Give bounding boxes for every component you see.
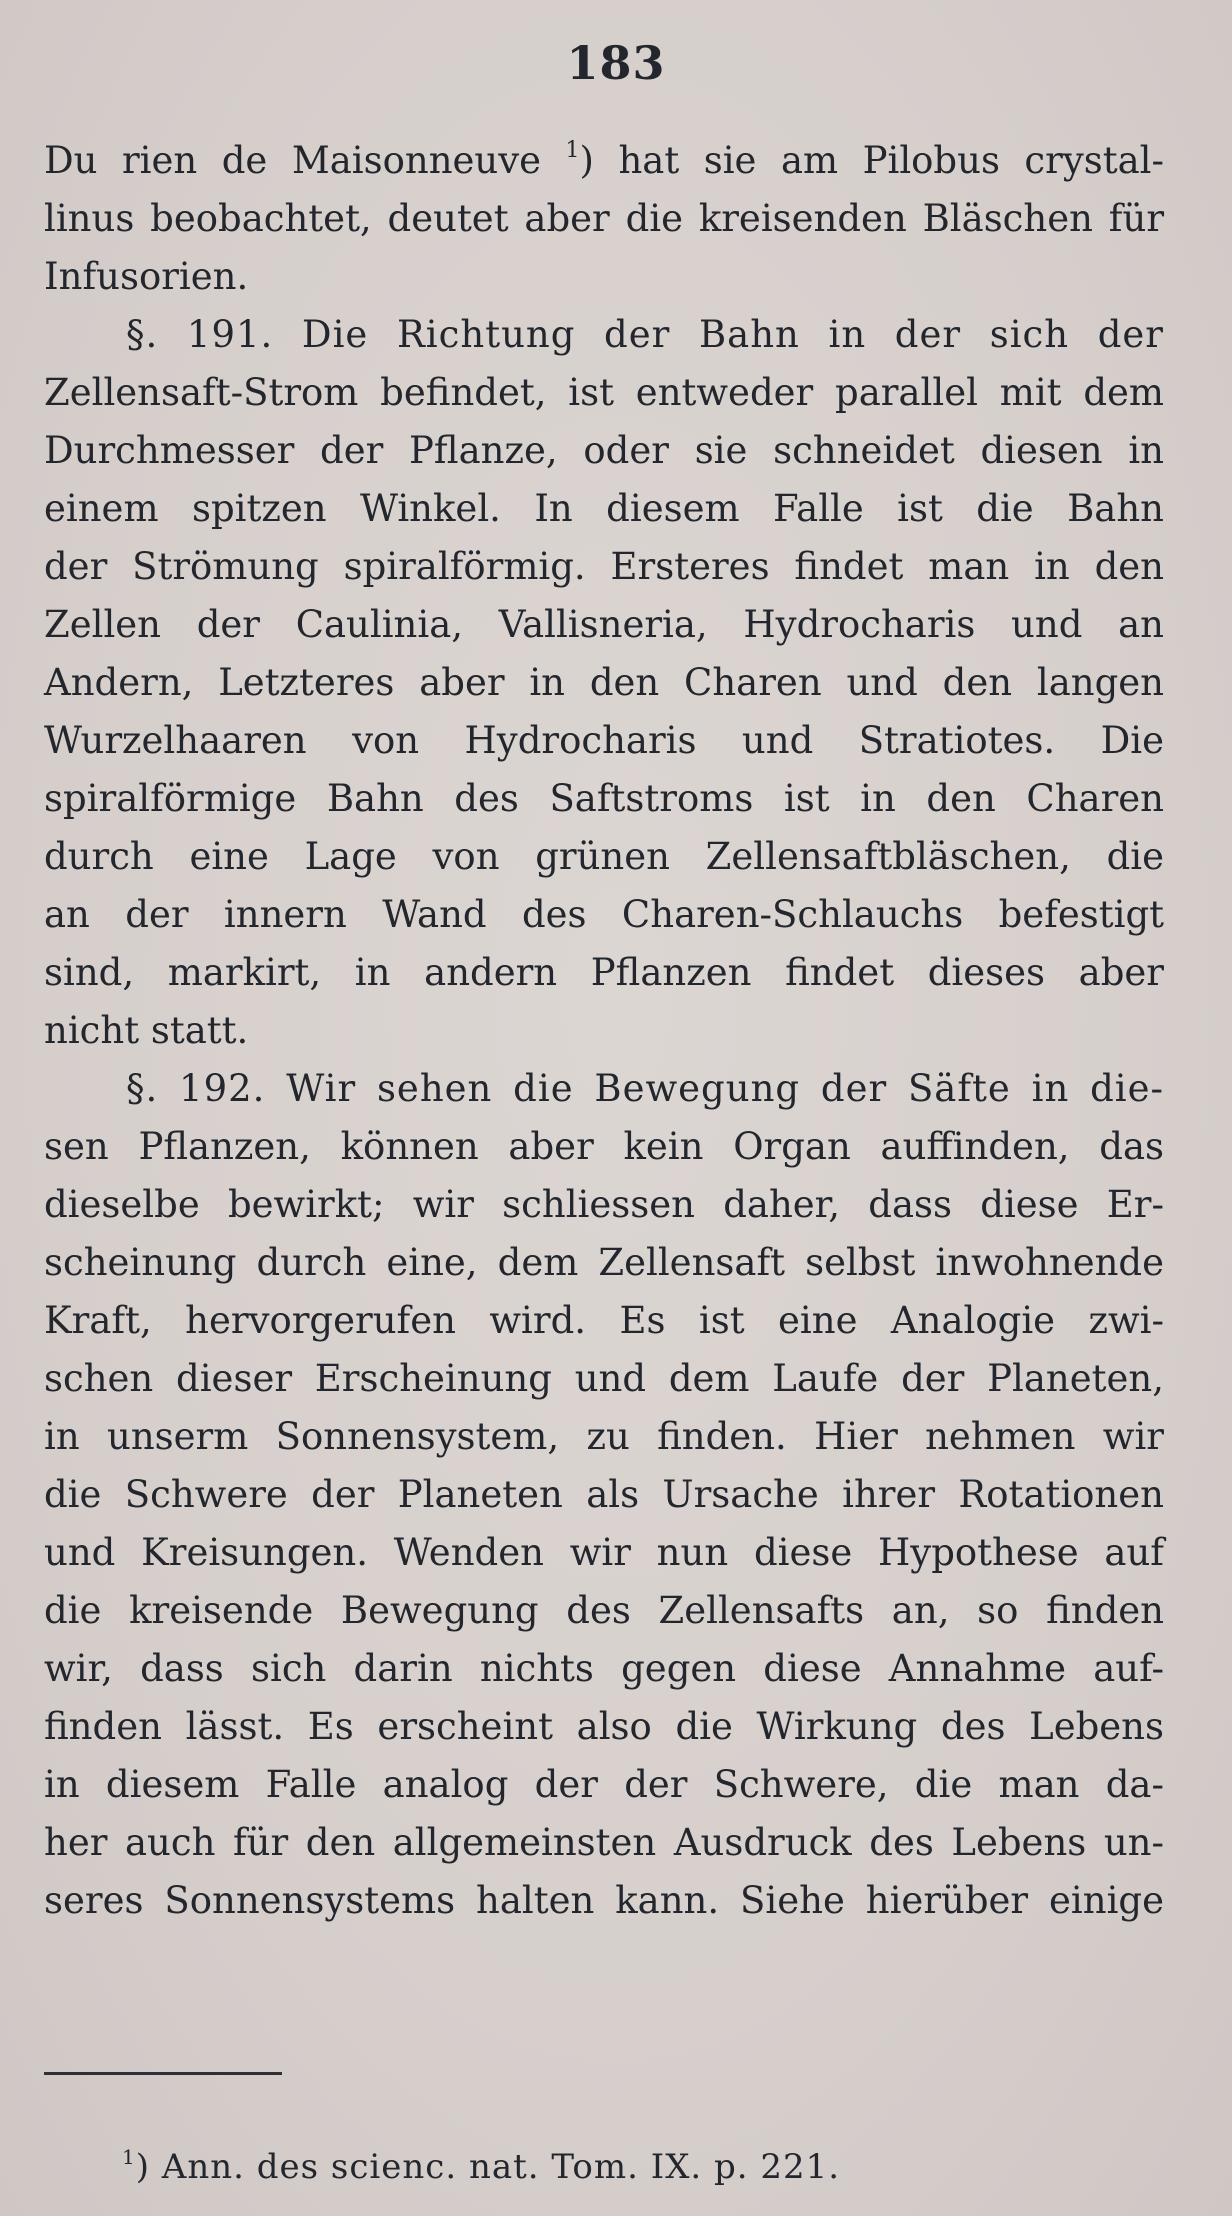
text-line: an der innern Wand des Charen-Schlauchs befestigt <box>44 893 1164 936</box>
text-line: durch eine Lage von grünen Zellensaftbläschen, die <box>44 835 1164 878</box>
text-line: Wurzelhaaren von Hydrocharis und Stratiotes. Die <box>44 719 1164 762</box>
text-line: seres Sonnensystems halten kann. Siehe hierüber einige <box>44 1879 1164 1922</box>
text-line: wir, dass sich darin nichts gegen diese Annahme auf- <box>44 1647 1164 1690</box>
text-line: der Strömung spiralförmig. Ersteres findet man in den <box>44 545 1164 588</box>
text-line: schen dieser Erscheinung und dem Laufe der Planeten, <box>44 1357 1164 1400</box>
text-line: in diesem Falle analog der der Schwere, die man da- <box>44 1763 1164 1806</box>
text-line: linus beobachtet, deutet aber die kreisenden Bläschen für <box>44 197 1164 240</box>
text-line: Zellensaft-Strom befindet, ist entweder parallel mit dem <box>44 371 1164 414</box>
text-line: und Kreisungen. Wenden wir nun diese Hypothese auf <box>44 1531 1164 1574</box>
text-line: dieselbe bewirkt; wir schliessen daher, dass diese Er- <box>44 1183 1164 1226</box>
text-line: her auch für den allgemeinsten Ausdruck des Lebens un- <box>44 1821 1164 1864</box>
text-line: Zellen der Caulinia, Vallisneria, Hydrocharis und an <box>44 603 1164 646</box>
section-192-heading-line: §. 192. Wir sehen die Bewegung der Säfte in die- <box>126 1067 1164 1110</box>
text-line: sen Pflanzen, können aber kein Organ auffinden, das <box>44 1125 1164 1168</box>
footnote: $^1$) Ann. des scienc. nat. Tom. IX. p. 221. <box>122 2145 841 2187</box>
text-line: in unserm Sonnensystem, zu finden. Hier nehmen wir <box>44 1415 1164 1458</box>
footnote-marker: 1 <box>565 138 580 163</box>
text-line: finden lässt. Es erscheint also die Wirkung des Lebens <box>44 1705 1164 1748</box>
section-191-heading-line: §. 191. Die Richtung der Bahn in der sich der <box>126 313 1164 356</box>
text-line: nicht statt. <box>44 1009 249 1052</box>
page-number: 183 <box>566 36 666 90</box>
footnote-divider <box>44 2072 282 2075</box>
text-line: scheinung durch eine, dem Zellensaft selbst inwohnende <box>44 1241 1164 1284</box>
text-line: Kraft, hervorgerufen wird. Es ist eine Analogie zwi- <box>44 1299 1164 1342</box>
text-line: einem spitzen Winkel. In diesem Falle ist die Bahn <box>44 487 1164 530</box>
text-line: die kreisende Bewegung des Zellensafts an, so finden <box>44 1589 1164 1632</box>
text-line: die Schwere der Planeten als Ursache ihrer Rotationen <box>44 1473 1164 1516</box>
text-line: Du rien de Maisonneuve $^1$) hat sie am Pilobus crystal- <box>44 138 1165 182</box>
text-line: Infusorien. <box>44 255 249 298</box>
footnote-marker: 1 <box>122 2145 136 2169</box>
text-line: sind, markirt, in andern Pflanzen findet dieses aber <box>44 951 1164 994</box>
text-line: Durchmesser der Pflanze, oder sie schneidet diesen in <box>44 429 1164 472</box>
text-line: spiralförmige Bahn des Saftstroms ist in den Charen <box>44 777 1164 820</box>
text-line: Andern, Letzteres aber in den Charen und den langen <box>44 661 1164 704</box>
